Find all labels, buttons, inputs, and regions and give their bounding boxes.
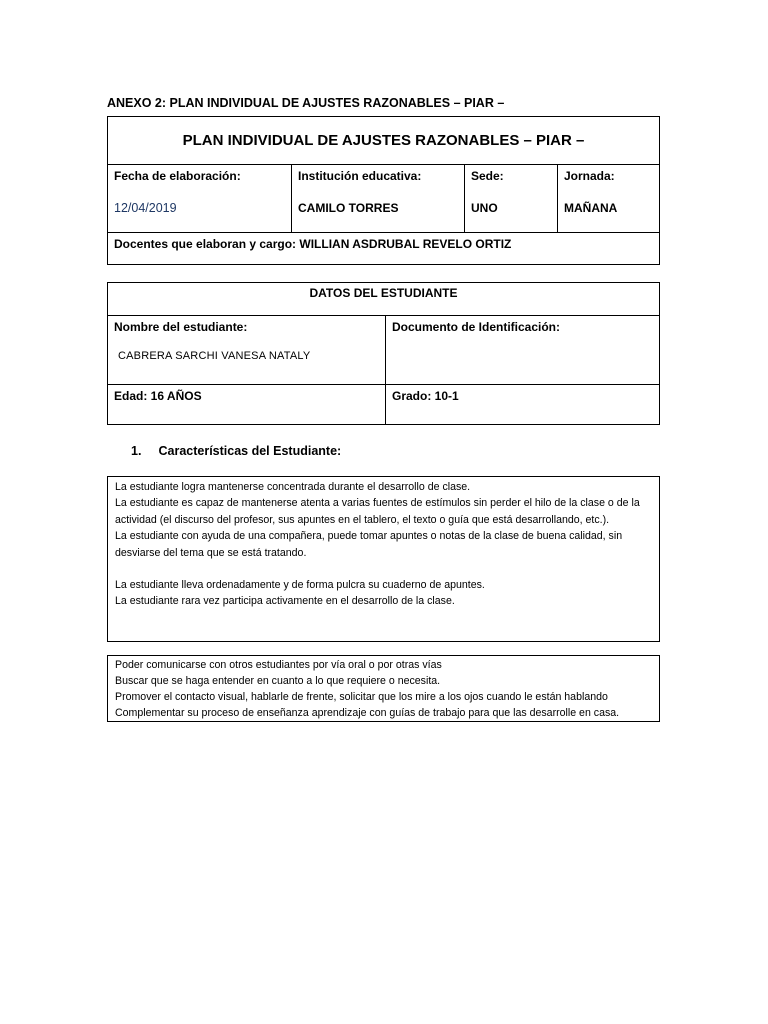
institucion-label: Institución educativa:: [298, 169, 422, 183]
characteristic-item: La estudiante lleva ordenadamente y de forma pulcra su cuaderno de apuntes.: [115, 579, 485, 592]
section-heading: [131, 444, 341, 458]
student-data-header: DATOS DEL ESTUDIANTE: [108, 283, 659, 316]
jornada-label: Jornada:: [564, 169, 615, 183]
recommendation-item: Poder comunicarse con otros estudiantes por vía oral o por otras vías: [115, 659, 442, 671]
document-label: Documento de Identificación:: [392, 320, 561, 334]
fecha-label: Fecha de elaboración:: [114, 169, 241, 183]
student-data-table: [107, 282, 660, 425]
student-name-value: CABRERA SARCHI VANESA NATALY: [118, 350, 311, 362]
plan-title: PLAN INDIVIDUAL DE AJUSTES RAZONABLES – PIAR –: [108, 117, 659, 165]
student-age-grade-row: [108, 385, 659, 425]
sede-label: Sede:: [471, 169, 504, 183]
docentes-row: Docentes que elaboran y cargo: WILLIAN ASDRUBAL REVELO ORTIZ: [114, 237, 512, 251]
section-number: 1.: [131, 444, 142, 458]
sede-value: UNO: [471, 201, 498, 215]
grade-cell: Grado: 10-1: [392, 389, 459, 403]
characteristic-item: La estudiante logra mantenerse concentrada durante el desarrollo de clase.: [115, 481, 471, 493]
fecha-value: 12/04/2019: [114, 201, 177, 215]
institucion-cell: [292, 165, 465, 232]
recommendation-item: Promover el contacto visual, hablarle de frente, solicitar que los mire a los ojos cuando le están hablando: [115, 691, 608, 703]
recommendation-item: Complementar su proceso de enseñanza aprendizaje con guías de trabajo para que las desarrolle en casa.: [115, 707, 620, 719]
annex-title: ANEXO 2: PLAN INDIVIDUAL DE AJUSTES RAZONABLES – PIAR –: [107, 96, 505, 110]
student-name-row: [108, 316, 659, 385]
age-cell: Edad: 16 AÑOS: [108, 385, 386, 425]
plan-info-table: [107, 116, 660, 265]
document-cell: [386, 316, 659, 384]
sede-cell: [465, 165, 558, 232]
recommendation-item: Buscar que se haga entender en cuanto a lo que requiere o necesita.: [115, 675, 441, 687]
institucion-value: CAMILO TORRES: [298, 201, 399, 215]
student-name-label: Nombre del estudiante:: [114, 320, 248, 334]
jornada-cell: [558, 165, 659, 232]
section-title: Características del Estudiante:: [158, 444, 342, 458]
characteristic-item: La estudiante con ayuda de una compañera, puede tomar apuntes o notas de la clase de buena calidad, sin desviarse del tema que se está tratando.: [115, 530, 623, 559]
plan-details-row: [108, 165, 659, 233]
characteristic-item: La estudiante es capaz de mantenerse atenta a varias fuentes de estímulos sin perder el hilo de la clase o de la actividad (el discurso del profesor, sus apuntes en el tablero, el texto o guía que está desarrollando, etc.).: [115, 497, 640, 526]
student-name-cell: [108, 316, 386, 384]
characteristics-box: [107, 476, 660, 642]
jornada-value: MAÑANA: [564, 201, 618, 215]
characteristic-item: La estudiante rara vez participa activamente en el desarrollo de la clase.: [115, 595, 455, 608]
fecha-cell: [108, 165, 292, 232]
recommendations-box: [107, 655, 660, 722]
